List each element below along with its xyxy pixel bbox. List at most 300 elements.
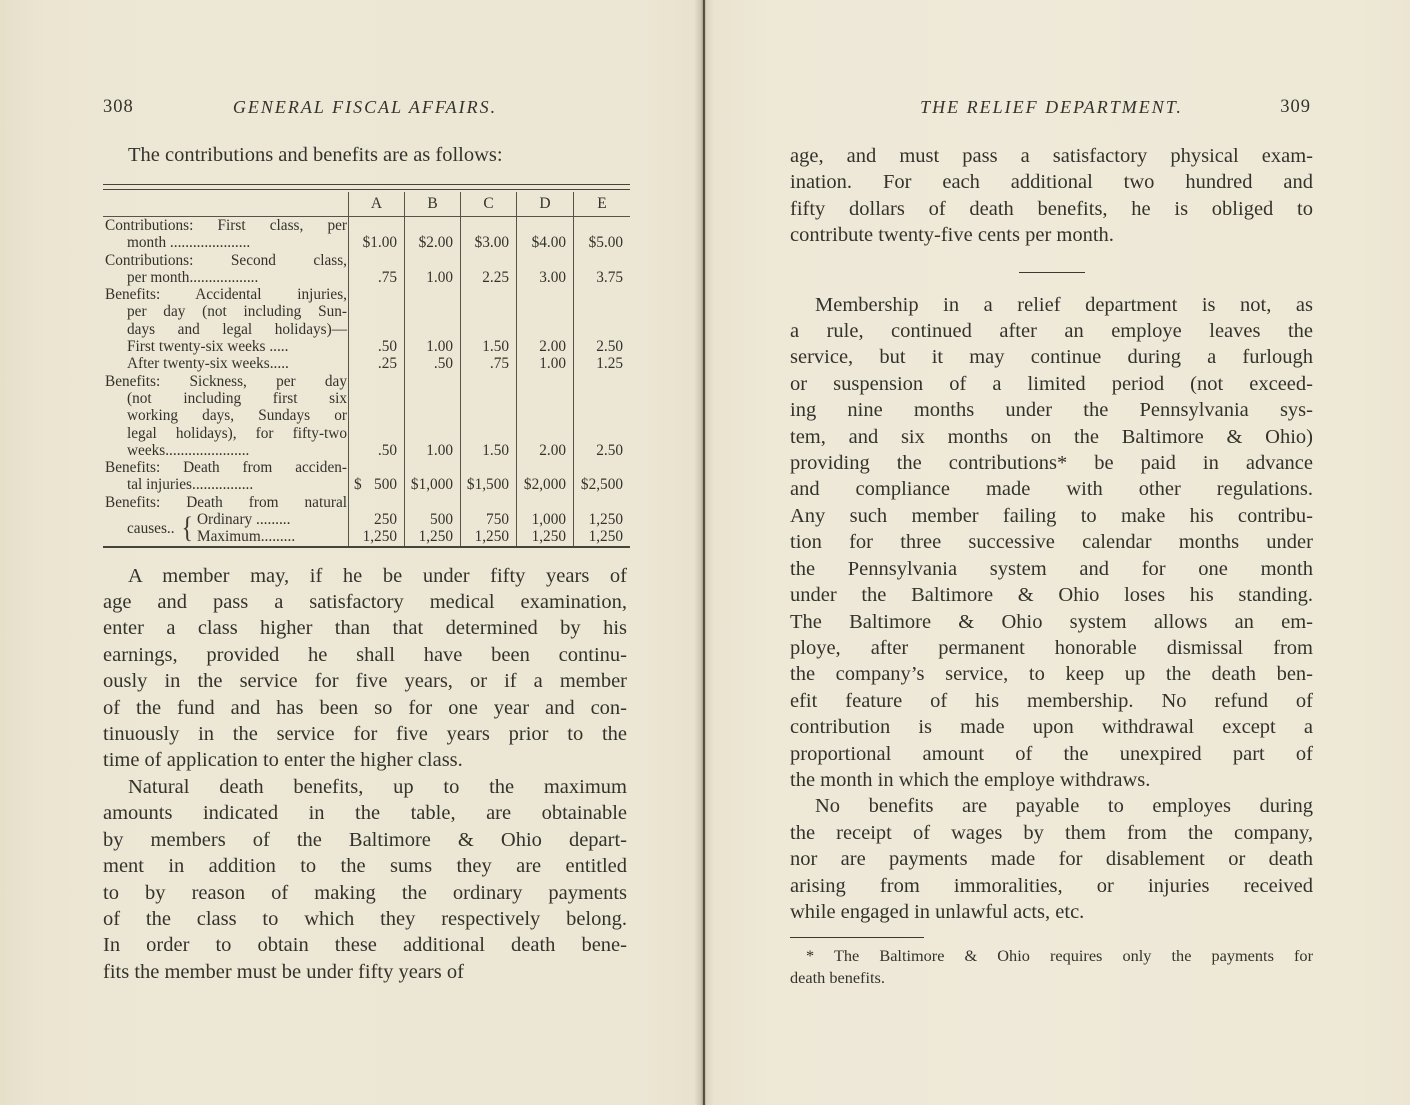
table-row-label: (not including first six	[127, 389, 347, 407]
right-page	[703, 0, 1410, 1105]
table-row	[103, 303, 630, 320]
table-column-header: D	[516, 192, 573, 217]
table-row	[103, 269, 630, 286]
table-value	[349, 286, 404, 303]
table-value: 1,000	[531, 511, 566, 529]
table-header-label-cell	[103, 192, 348, 217]
table-value	[405, 425, 460, 442]
table-cell	[404, 425, 460, 442]
table-cell	[573, 476, 630, 493]
table-value	[405, 494, 460, 511]
table-value: 2.50	[596, 441, 623, 459]
text-line: to by reason of making the ordinary payments	[103, 881, 627, 904]
table-value: 1,250	[418, 528, 453, 546]
table-value: .75	[489, 355, 509, 373]
table-cell	[460, 407, 516, 424]
table-value	[517, 217, 573, 234]
table-cell	[348, 476, 404, 493]
table-value: 1.00	[426, 338, 453, 356]
table-cell	[404, 407, 460, 424]
table-value	[517, 373, 573, 390]
table-cell	[404, 338, 460, 355]
table-value	[461, 425, 516, 442]
table-cell	[348, 338, 404, 355]
text-line: tem, and six months on the Baltimore & Ohio)	[790, 425, 1313, 448]
table-cell	[516, 476, 573, 493]
table-row	[103, 494, 630, 511]
running-head-right: THE RELIEF DEPARTMENT.	[920, 97, 1183, 117]
table-value: $1.00	[362, 234, 397, 252]
table-value	[405, 286, 460, 303]
text-line: earnings, provided he shall have been continu-	[103, 643, 627, 666]
text-line: age and pass a satisfactory medical examination,	[103, 591, 627, 614]
table-cell	[348, 321, 404, 338]
table-value: 1.25	[596, 355, 623, 373]
text-line: amounts indicated in the table, are obtainable	[103, 802, 627, 825]
table-value	[574, 217, 630, 234]
table-row-label: per month..................	[127, 268, 259, 286]
right-page-header	[790, 97, 1313, 123]
text-line: the company’s service, to keep up the death ben-	[790, 663, 1313, 686]
paragraph	[790, 292, 1313, 794]
footnote	[790, 937, 1313, 989]
table-cell	[573, 442, 630, 459]
text-line: Natural death benefits, up to the maximum	[128, 775, 627, 798]
table-value: .75	[377, 268, 397, 286]
table-cell	[516, 425, 573, 442]
table-cell	[516, 494, 573, 511]
text-line: of the class to which they respectively belong.	[103, 907, 627, 930]
table-value	[349, 217, 404, 234]
table-cell	[573, 511, 630, 546]
table-cell	[404, 217, 460, 234]
table-cell	[460, 459, 516, 476]
table-value	[517, 252, 573, 269]
table-cell	[460, 476, 516, 493]
brace-item-label: Maximum.........	[196, 528, 296, 546]
table-cell	[460, 252, 516, 269]
table-cell	[573, 321, 630, 338]
table-cell	[348, 286, 404, 303]
table-value: 1,250	[531, 528, 566, 546]
table-cell	[516, 286, 573, 303]
table-value	[405, 252, 460, 269]
table-cell	[404, 321, 460, 338]
table-value	[461, 373, 516, 390]
table-row	[103, 321, 630, 338]
table-value: .25	[377, 355, 397, 373]
table-cell	[516, 390, 573, 407]
table-value	[574, 373, 630, 390]
table-cell	[404, 494, 460, 511]
paragraph	[103, 774, 627, 985]
table-value: 1,250	[588, 511, 623, 529]
table-value: 1.00	[539, 355, 566, 373]
text-line: enter a class higher than that determined by his	[103, 617, 627, 640]
table-value	[349, 390, 404, 407]
table-value	[405, 373, 460, 390]
table-cell	[460, 217, 516, 234]
table-row	[103, 476, 630, 493]
table-value	[405, 390, 460, 407]
table-cell	[516, 338, 573, 355]
table-value	[517, 303, 573, 320]
table-cell	[348, 494, 404, 511]
table-row	[103, 390, 630, 407]
table-value: 2.50	[596, 338, 623, 356]
table-value: $2,500	[580, 476, 623, 494]
table-column-header: B	[404, 192, 460, 217]
table-cell	[404, 234, 460, 251]
table-value	[405, 321, 460, 338]
table-cell	[404, 252, 460, 269]
table-row	[103, 217, 630, 234]
table-value: $1,500	[466, 476, 509, 494]
table-cell	[460, 494, 516, 511]
text-line: proportional amount of the unexpired part of	[790, 742, 1313, 765]
table-value	[349, 494, 404, 511]
table-row	[103, 442, 630, 459]
table-cell	[404, 269, 460, 286]
table-row-label: Contributions: First class, per	[105, 217, 347, 234]
table-cell	[460, 390, 516, 407]
paragraph	[103, 563, 627, 774]
table-cell	[516, 252, 573, 269]
text-line: and compliance made with other regulations.	[790, 478, 1313, 501]
table-cell	[348, 252, 404, 269]
table-row-label: Benefits: Death from acciden-	[105, 459, 347, 477]
table-value	[461, 494, 516, 511]
table-row-label: month .....................	[127, 234, 251, 252]
amount: 500	[374, 476, 397, 494]
table-cell	[573, 269, 630, 286]
table-cell	[460, 355, 516, 372]
table-cell	[573, 459, 630, 476]
table-cell	[573, 286, 630, 303]
table-value	[574, 425, 630, 442]
table-value: 1.50	[482, 338, 509, 356]
table-value	[349, 407, 404, 424]
table-value	[461, 286, 516, 303]
table-value	[461, 321, 516, 338]
text-line: time of application to enter the higher class.	[103, 749, 463, 772]
text-line: tion for three successive calendar months under	[790, 531, 1313, 554]
table-value	[574, 286, 630, 303]
table-value	[517, 390, 573, 407]
table-brace-row	[103, 511, 630, 546]
table-value: $1,000	[410, 476, 453, 494]
table-cell	[460, 425, 516, 442]
table-cell	[573, 338, 630, 355]
table-cell	[404, 390, 460, 407]
table-value	[349, 373, 404, 390]
footnote-line: death benefits.	[790, 968, 885, 988]
page-gutter	[694, 0, 714, 1105]
table-cell	[573, 217, 630, 234]
table-value: $3.00	[474, 234, 509, 252]
table-value: 750	[486, 511, 509, 529]
table-value: .50	[377, 338, 397, 356]
table-value	[574, 459, 630, 476]
table-cell	[348, 217, 404, 234]
text-line: ously in the service for five years, or if a member	[103, 670, 627, 693]
table-cell	[404, 459, 460, 476]
table-cell	[460, 321, 516, 338]
table-value	[349, 252, 404, 269]
table-row	[103, 286, 630, 303]
table-cell	[348, 442, 404, 459]
table-cell	[404, 373, 460, 390]
table-value	[461, 252, 516, 269]
table-cell	[573, 390, 630, 407]
table-cell	[348, 425, 404, 442]
table-cell	[460, 338, 516, 355]
table-cell	[573, 303, 630, 320]
table-row-label: Benefits: Sickness, per day	[105, 372, 347, 390]
footnote-lines	[790, 945, 1313, 989]
table-value	[461, 407, 516, 424]
text-line: while engaged in unlawful acts, etc.	[790, 900, 1085, 923]
table-row-label: weeks......................	[127, 441, 250, 459]
table-cell	[573, 494, 630, 511]
text-line: ing nine months under the Pennsylvania sys-	[790, 399, 1313, 422]
table-row	[103, 252, 630, 269]
table-value	[349, 476, 404, 493]
table-cell	[404, 442, 460, 459]
table-cell	[516, 269, 573, 286]
text-line: A member may, if he be under fifty years of	[128, 564, 627, 587]
table-value	[574, 303, 630, 320]
table-value: 2.25	[482, 268, 509, 286]
paragraph	[790, 793, 1313, 925]
table-value: $2,000	[523, 476, 566, 494]
table-value	[574, 390, 630, 407]
table-value	[461, 459, 516, 476]
table-row-label: tal injuries................	[127, 476, 254, 494]
table-cell	[404, 303, 460, 320]
paragraph	[790, 143, 1313, 249]
table-cell	[516, 459, 573, 476]
table-value	[461, 390, 516, 407]
table-cell	[348, 269, 404, 286]
page-number-right: 309	[1280, 97, 1311, 117]
right-sections	[790, 143, 1313, 925]
text-line: ment in addition to the sums they are entitled	[103, 855, 627, 878]
table-row	[103, 407, 630, 424]
text-line: of the fund and has been so for one year and con-	[103, 696, 627, 719]
text-line: contribution is made upon withdrawal except a	[790, 716, 1313, 739]
table-cell	[573, 425, 630, 442]
table-value	[349, 459, 404, 476]
table-cell	[348, 234, 404, 251]
table-cell	[460, 269, 516, 286]
table-row	[103, 459, 630, 476]
table-value: 2.00	[539, 441, 566, 459]
text-line: a rule, continued after an employe leaves the	[790, 320, 1313, 343]
brace-glyph: {	[181, 511, 193, 545]
text-line: ploye, after permanent honorable dismissal from	[790, 636, 1313, 659]
table-row-label: Benefits: Accidental injuries,	[105, 286, 347, 304]
left-page-content	[103, 97, 627, 985]
table-cell	[348, 459, 404, 476]
table-value	[349, 303, 404, 320]
table-value: 3.75	[596, 268, 623, 286]
text-line: tinuously in the service for five years prior to the	[103, 723, 627, 746]
table-cell	[516, 407, 573, 424]
table-cell	[516, 321, 573, 338]
table-value: .50	[433, 355, 453, 373]
table-value: 3.00	[539, 268, 566, 286]
table-cell	[573, 234, 630, 251]
table-value: 250	[374, 511, 397, 529]
table-row	[103, 373, 630, 390]
table-row-label: Contributions: Second class,	[105, 251, 347, 269]
table-column-header: C	[460, 192, 516, 217]
left-page	[0, 0, 703, 1105]
table-value	[517, 459, 573, 476]
text-line: ination. For each additional two hundred and	[790, 171, 1313, 194]
table-value: 1.00	[426, 441, 453, 459]
text-line: the receipt of wages by them from the company,	[790, 821, 1313, 844]
text-line: Membership in a relief department is not, as	[815, 293, 1313, 316]
table-row	[103, 425, 630, 442]
table-cell	[460, 373, 516, 390]
table-value	[461, 217, 516, 234]
text-line: the Pennsylvania system and for one month	[790, 557, 1313, 580]
table-cell	[516, 355, 573, 372]
table-cell	[348, 511, 404, 546]
table-cell	[348, 390, 404, 407]
table-row	[103, 338, 630, 355]
text-line: arising from immoralities, or injuries received	[790, 874, 1313, 897]
table-top-double-rule	[103, 184, 630, 190]
text-line: Any such member failing to make his contribu-	[790, 504, 1313, 527]
text-line: the month in which the employe withdraws.	[790, 768, 1151, 791]
table-value	[405, 459, 460, 476]
table-cell	[404, 355, 460, 372]
table-value	[405, 303, 460, 320]
table-value: 1,250	[362, 528, 397, 546]
table-value	[349, 321, 404, 338]
table-cell	[460, 234, 516, 251]
right-page-content	[790, 97, 1313, 989]
table-value: 1,250	[588, 528, 623, 546]
text-line: nor are payments made for disablement or death	[790, 848, 1313, 871]
table-cell	[516, 217, 573, 234]
table-value	[461, 303, 516, 320]
page-number-left: 308	[103, 97, 134, 117]
table-cell	[460, 303, 516, 320]
table-value	[517, 321, 573, 338]
table-value: $4.00	[531, 234, 566, 252]
table-cell	[516, 303, 573, 320]
table-row-label: days and legal holidays)—	[127, 320, 347, 338]
table-column-header: A	[348, 192, 404, 217]
table-value	[517, 407, 573, 424]
table-value	[574, 494, 630, 511]
table-row-label: After twenty-six weeks.....	[127, 355, 289, 373]
table-cell	[460, 511, 516, 546]
table-value: 1,250	[474, 528, 509, 546]
table-cell	[460, 442, 516, 459]
currency-sign: $	[354, 476, 362, 494]
table-row-label: per day (not including Sun-	[127, 303, 347, 321]
table-row-label: working days, Sundays or	[127, 407, 347, 425]
text-line: or suspension of a limited period (not exceed-	[790, 372, 1313, 395]
text-line: efit feature of his membership. No refund of	[790, 689, 1313, 712]
text-line: fifty dollars of death benefits, he is obliged to	[790, 197, 1313, 220]
table-value	[405, 217, 460, 234]
table-value: $5.00	[588, 234, 623, 252]
table-cell	[573, 355, 630, 372]
footnote-rule	[790, 937, 924, 938]
table-cell	[348, 303, 404, 320]
table-value	[574, 321, 630, 338]
table-cell	[516, 511, 573, 546]
table-value: .50	[377, 441, 397, 459]
text-line: fits the member must be under fifty years of	[103, 960, 464, 983]
brace-items	[197, 511, 295, 546]
table-value	[517, 286, 573, 303]
table-brace-label-cell	[103, 511, 348, 546]
table-value	[574, 407, 630, 424]
table-cell	[573, 407, 630, 424]
section-divider	[1019, 272, 1085, 273]
table-row-label: Benefits: Death from natural	[105, 493, 347, 511]
brace-side-label: causes..	[127, 519, 175, 537]
table-row-label: legal holidays), for fifty-two	[127, 424, 347, 442]
table-cell	[573, 252, 630, 269]
table-value: 2.00	[539, 338, 566, 356]
text-line: contribute twenty-five cents per month.	[790, 224, 1114, 247]
running-head-left: GENERAL FISCAL AFFAIRS.	[232, 97, 498, 117]
table-value	[517, 425, 573, 442]
table-cell	[516, 442, 573, 459]
table-cell	[404, 286, 460, 303]
table-row	[103, 355, 630, 372]
table-cell	[404, 476, 460, 493]
table-value: 1.00	[426, 268, 453, 286]
table-column-header: E	[573, 192, 630, 217]
table-cell	[516, 373, 573, 390]
contributions-benefits-table	[103, 184, 630, 548]
text-line: No benefits are payable to employes during	[815, 795, 1313, 818]
table-value: 500	[430, 511, 453, 529]
table-value	[574, 252, 630, 269]
table-cell	[573, 373, 630, 390]
intro-sentence: The contributions and benefits are as follows:	[128, 144, 503, 166]
text-line: age, and must pass a satisfactory physical exam-	[790, 145, 1313, 167]
text-line: service, but it may continue during a furlough	[790, 346, 1313, 369]
footnote-line: * The Baltimore & Ohio requires only the payments for	[806, 946, 1313, 966]
table-row	[103, 234, 630, 251]
table-value	[517, 494, 573, 511]
table-cell	[348, 355, 404, 372]
table-value	[405, 407, 460, 424]
table-value: 1.50	[482, 441, 509, 459]
table-value	[349, 425, 404, 442]
text-line: providing the contributions* be paid in advance	[790, 452, 1313, 475]
table-cell	[460, 286, 516, 303]
text-line: by members of the Baltimore & Ohio depart-	[103, 828, 627, 851]
table-cell	[516, 234, 573, 251]
left-paragraphs	[103, 563, 627, 986]
table-cell	[348, 373, 404, 390]
table-row-label: First twenty-six weeks .....	[127, 338, 289, 356]
table-header-row	[103, 192, 630, 217]
text-line: under the Baltimore & Ohio loses his standing.	[790, 584, 1313, 607]
table-cell	[348, 407, 404, 424]
